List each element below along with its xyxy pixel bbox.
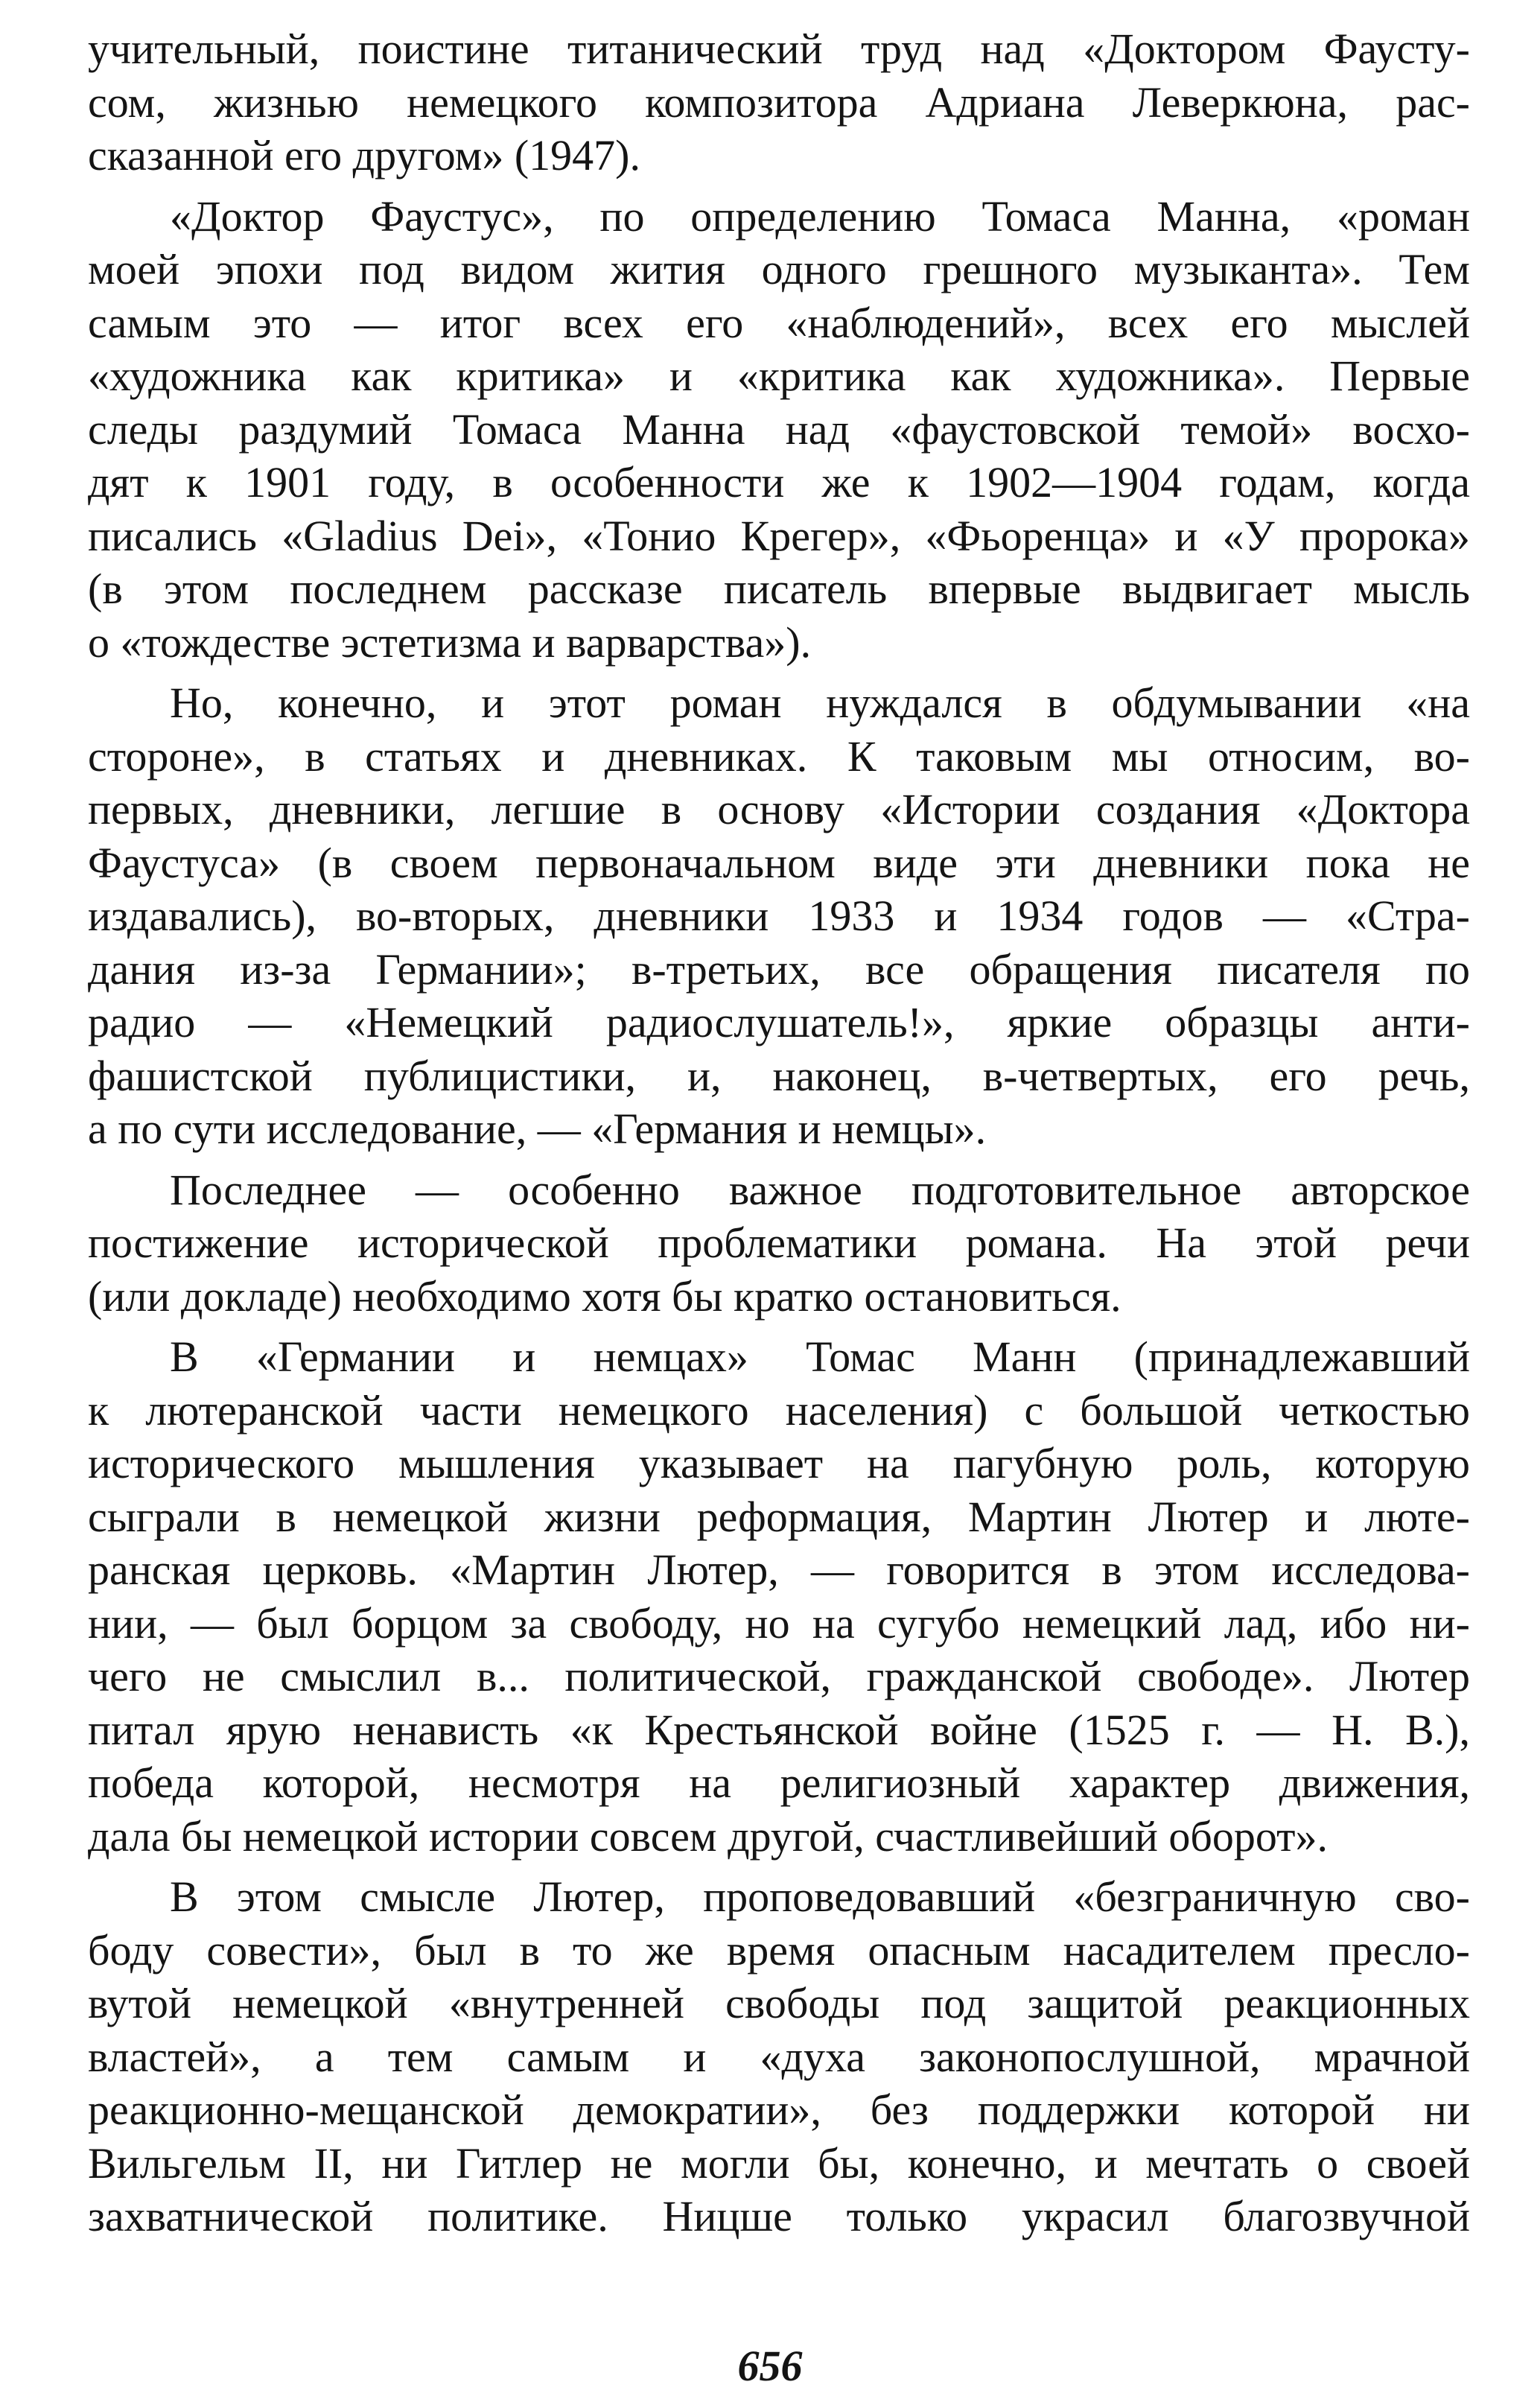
text-line: Вильгельм II, ни Гитлер не могли бы, конечно, и мечтать о своей	[88, 2138, 1470, 2188]
text-line: «Доктор Фаустус», по определению Томаса Манна, «роман	[170, 191, 1470, 241]
text-line: боду совести», был в то же время опасным насадителем пресло-	[88, 1925, 1470, 1974]
text-line: к лютеранской части немецкого населения) с большой четкостью	[88, 1385, 1470, 1435]
text-line: о «тождестве эстетизма и варварства»).	[88, 617, 812, 667]
page-number: 656	[737, 2342, 803, 2390]
text-line: Последнее — особенно важное подготовительное авторское	[170, 1165, 1470, 1214]
text-line: дала бы немецкой истории совсем другой, счастливейший оборот».	[88, 1811, 1329, 1861]
text-line: моей эпохи под видом жития одного грешного музыканта». Тем	[88, 245, 1470, 293]
text-line: захватнической политике. Ницше только украсил благозвучной	[88, 2192, 1470, 2240]
text-line: победа которой, несмотря на религиозный характер движения,	[88, 1759, 1470, 1807]
text-line: дят к 1901 году, в особенности же к 1902—1904 годам, когда	[88, 458, 1470, 506]
text-line: первых, дневники, легшие в основу «Истории создания «Доктора	[88, 785, 1470, 833]
text-line: нии, — был борцом за свободу, но на сугубо немецкий лад, ибо ни-	[88, 1598, 1470, 1648]
text-line: самым это — итог всех его «наблюдений», всех его мыслей	[88, 298, 1470, 347]
text-line: (в этом последнем рассказе писатель впервые выдвигает мысль	[88, 565, 1470, 613]
text-line: чего не смыслил в... политической, гражданской свободе». Лютер	[88, 1652, 1470, 1700]
text-line: издавались), во-вторых, дневники 1933 и 1934 годов — «Стра-	[88, 892, 1470, 940]
text-line: дания из-за Германии»; в-третьих, все обращения писателя по	[88, 944, 1470, 994]
text-line: В «Германии и немцах» Томас Манн (принадлежавший	[170, 1332, 1470, 1381]
text-line: сом, жизнью немецкого композитора Адриана Леверкюна, рас-	[88, 77, 1470, 127]
text-line: сказанной его другом» (1947).	[88, 131, 640, 179]
text-line: фашистской публицистики, и, наконец, в-четвертых, его речь,	[88, 1051, 1470, 1100]
text-line: Но, конечно, и этот роман нуждался в обдумывании «на	[170, 679, 1470, 727]
paragraph-5	[88, 1330, 1470, 1863]
text-line: стороне», в статьях и дневниках. К таковым мы относим, во-	[88, 731, 1470, 781]
text-line: вутой немецкой «внутренней свободы под защитой реакционных	[88, 1979, 1470, 2027]
paragraph-1	[88, 22, 1470, 182]
text-line: реакционно-мещанской демократии», без поддержки которой ни	[88, 2085, 1470, 2134]
text-line: В этом смысле Лютер, проповедовавший «безграничную сво-	[170, 1872, 1470, 1921]
paragraph-6	[88, 1870, 1470, 2243]
text-line: исторического мышления указывает на пагубную роль, которую	[88, 1439, 1470, 1487]
text-line: Фаустуса» (в своем первоначальном виде эти дневники пока не	[88, 838, 1470, 887]
text-line: (или докладе) необходимо хотя бы кратко остановиться.	[88, 1271, 1121, 1321]
text-line: учительный, поистине титанический труд над «Доктором Фаусту-	[88, 25, 1470, 73]
text-line: писались «Gladius Dei», «Тонио Крегер», «Фьоренца» и «У пророка»	[88, 511, 1470, 560]
paragraph-2	[88, 190, 1470, 670]
text-line: постижение исторической проблематики романа. На этой речи	[88, 1219, 1470, 1267]
paragraph-3	[88, 676, 1470, 1156]
text-line: следы раздумий Томаса Манна над «фаустовской темой» восхо-	[88, 404, 1470, 454]
text-line: а по сути исследование, — «Германия и немцы».	[88, 1105, 987, 1153]
text-line: сыграли в немецкой жизни реформация, Мартин Лютер и люте-	[88, 1492, 1470, 1541]
text-line: «художника как критика» и «критика как художника». Первые	[88, 352, 1470, 400]
text-line: питал ярую ненависть «к Крестьянской войне (1525 г. — Н. В.),	[88, 1705, 1470, 1754]
text-line: радио — «Немецкий радиослушатель!», яркие образцы анти-	[88, 998, 1470, 1046]
paragraph-4	[88, 1163, 1470, 1324]
text-line: властей», а тем самым и «духа законопослушной, мрачной	[88, 2032, 1470, 2081]
page-text-body	[88, 22, 1470, 2331]
text-line: ранская церковь. «Мартин Лютер, — говорится в этом исследова-	[88, 1545, 1470, 1594]
